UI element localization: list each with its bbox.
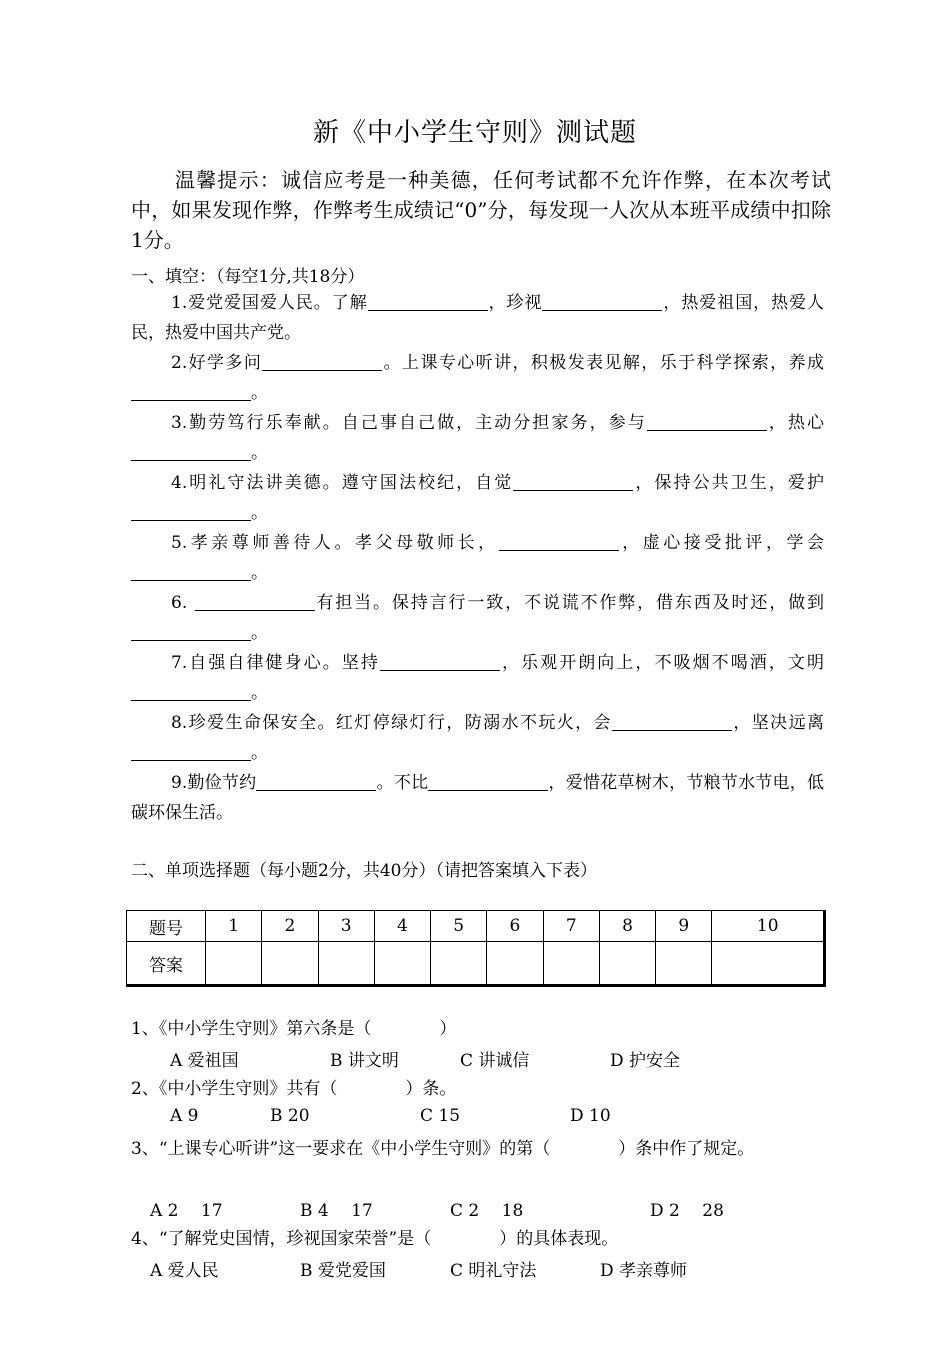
answer-blank[interactable]	[380, 651, 500, 671]
fill-item-text: ，热爱祖国，热爱人民，热爱中国共产党。	[131, 293, 824, 343]
table-cell-number: 3	[318, 911, 374, 942]
fill-item-text: 。	[251, 383, 268, 403]
answer-blank[interactable]	[131, 501, 251, 521]
answer-blank[interactable]	[513, 471, 633, 491]
mc-question: 4、“了解党史国情，珍视国家荣誉”是（ ）的具体表现。	[131, 1229, 619, 1249]
table-cell-number: 1	[206, 911, 262, 942]
table-cell-number: 6	[487, 911, 543, 942]
mc-question: 3、“上课专心听讲”这一要求在《中小学生守则》的第（ ）条中作了规定。	[131, 1139, 755, 1159]
mc-option[interactable]: C 15	[420, 1106, 461, 1126]
mc-option[interactable]: C 讲诚信	[460, 1051, 530, 1071]
fill-item	[131, 468, 824, 528]
fill-item-text: 。	[251, 623, 268, 643]
table-cell-number: 5	[431, 911, 487, 942]
fill-item-text: 。	[251, 563, 268, 583]
answer-cell[interactable]	[712, 942, 825, 986]
answer-blank[interactable]	[428, 771, 548, 791]
section1-heading: 一、填空：（每空1分,共18分）	[131, 267, 365, 287]
answer-blank[interactable]	[131, 441, 251, 461]
fill-item-text: 。	[251, 503, 268, 523]
fill-item-text: 。上课专心听讲，积极发表见解，乐于科学探索，养成	[382, 353, 824, 373]
mc-option[interactable]: A 9	[170, 1106, 199, 1126]
fill-item-text: ，爱惜花草树木，节粮节水节电，低碳环保生活。	[131, 773, 825, 823]
fill-item	[131, 408, 824, 468]
fill-item	[131, 588, 824, 648]
table-header-cell: 题号	[127, 911, 206, 942]
fill-item	[131, 348, 824, 408]
fill-item-text: 有担当。保持言行一致，不说谎不作弊，借东西及时还，做到	[314, 593, 825, 613]
mc-option[interactable]: A 2 17	[150, 1201, 223, 1221]
table-cell-number: 9	[656, 911, 712, 942]
answer-blank[interactable]	[131, 621, 251, 641]
fill-item-text: 。	[251, 743, 268, 763]
fill-item	[131, 648, 824, 708]
fill-item-text: 。	[251, 443, 268, 463]
fill-item-text: ，热心	[766, 413, 825, 433]
fill-item-text: 7.自强自律健身心。坚持	[171, 653, 380, 673]
fill-item	[131, 288, 824, 348]
answer-blank[interactable]	[256, 771, 376, 791]
answer-table	[126, 910, 826, 987]
answer-blank[interactable]	[131, 381, 251, 401]
table-row-answers	[127, 942, 825, 986]
answer-cell[interactable]	[318, 942, 374, 986]
fill-item-text: 4.明礼守法讲美德。遵守国法校纪，自觉	[171, 473, 514, 493]
answer-cell[interactable]	[487, 942, 543, 986]
fill-item	[131, 708, 824, 768]
table-cell-number: 7	[543, 911, 599, 942]
mc-option[interactable]: C 2 18	[450, 1201, 524, 1221]
fill-item-text: 1.爱党爱国爱人民。了解	[171, 293, 368, 313]
answer-blank[interactable]	[612, 711, 732, 731]
answer-blank[interactable]	[131, 741, 251, 761]
mc-question: 2、《中小学生守则》共有（ ）条。	[131, 1079, 457, 1099]
answer-cell[interactable]	[656, 942, 712, 986]
fill-item-text: ，虚心接受批评，学会	[618, 533, 824, 553]
table-header-cell: 答案	[127, 942, 206, 986]
fill-item-text: ，保持公共卫生，爱护	[633, 473, 824, 493]
fill-item-text: 。不比	[376, 773, 429, 793]
fill-item-text: 6.	[171, 593, 195, 613]
mc-option[interactable]: A 爱人民	[150, 1261, 219, 1281]
section2-heading: 二、单项选择题（每小题2分，共40分）（请把答案填入下表）	[131, 861, 597, 881]
table-cell-number: 10	[712, 911, 825, 942]
answer-cell[interactable]	[262, 942, 318, 986]
mc-option[interactable]: C 明礼守法	[450, 1261, 537, 1281]
answer-blank[interactable]	[647, 411, 767, 431]
answer-blank[interactable]	[131, 561, 251, 581]
fill-item-text: 3.勤劳笃行乐奉献。自己事自己做，主动分担家务，参与	[171, 413, 647, 433]
mc-option[interactable]: B 20	[270, 1106, 310, 1126]
fill-item-text: 。	[251, 683, 268, 703]
mc-option[interactable]: B 爱党爱国	[300, 1261, 386, 1281]
mc-option[interactable]: A 爱祖国	[170, 1051, 239, 1071]
answer-blank[interactable]	[368, 291, 488, 311]
mc-option[interactable]: B 4 17	[300, 1201, 373, 1221]
fill-item	[131, 768, 824, 828]
mc-option[interactable]: D 孝亲尊师	[600, 1261, 688, 1281]
mc-option[interactable]: D 2 28	[650, 1201, 724, 1221]
table-row-numbers	[127, 911, 825, 942]
fill-item-text: 2.好学多问	[171, 353, 263, 373]
table-cell-number: 4	[374, 911, 430, 942]
answer-cell[interactable]	[206, 942, 262, 986]
table-cell-number: 8	[599, 911, 655, 942]
answer-blank[interactable]	[195, 591, 315, 611]
answer-cell[interactable]	[431, 942, 487, 986]
answer-blank[interactable]	[262, 351, 382, 371]
fill-item-text: ，珍视	[487, 293, 543, 313]
mc-option[interactable]: D 护安全	[610, 1051, 681, 1071]
answer-blank[interactable]	[499, 531, 619, 551]
fill-item-text: 8.珍爱生命保安全。红灯停绿灯行，防溺水不玩火，会	[171, 713, 612, 733]
fill-item-text: ，坚决远离	[731, 713, 824, 733]
answer-blank[interactable]	[131, 681, 251, 701]
table-cell-number: 2	[262, 911, 318, 942]
fill-item-text: ，乐观开朗向上，不吸烟不喝酒，文明	[499, 653, 824, 673]
mc-option[interactable]: D 10	[570, 1106, 611, 1126]
fill-item	[131, 528, 824, 588]
mc-option[interactable]: B 讲文明	[330, 1051, 399, 1071]
answer-cell[interactable]	[599, 942, 655, 986]
page-title: 新《中小学生守则》测试题	[312, 118, 637, 148]
fill-item-text: 9.勤俭节约	[171, 773, 257, 793]
honesty-tip: 温馨提示：诚信应考是一种美德，任何考试都不允许作弊，在本次考试中，如果发现作弊，作弊考生成绩记“0”分，每发现一人次从本班平成绩中扣除1分。	[131, 168, 831, 252]
answer-blank[interactable]	[542, 291, 662, 311]
answer-cell[interactable]	[374, 942, 430, 986]
mc-question: 1、《中小学生守则》第六条是（ ）	[131, 1019, 457, 1039]
answer-cell[interactable]	[543, 942, 599, 986]
fill-item-text: 5.孝亲尊师善待人。孝父母敬师长，	[171, 533, 499, 553]
